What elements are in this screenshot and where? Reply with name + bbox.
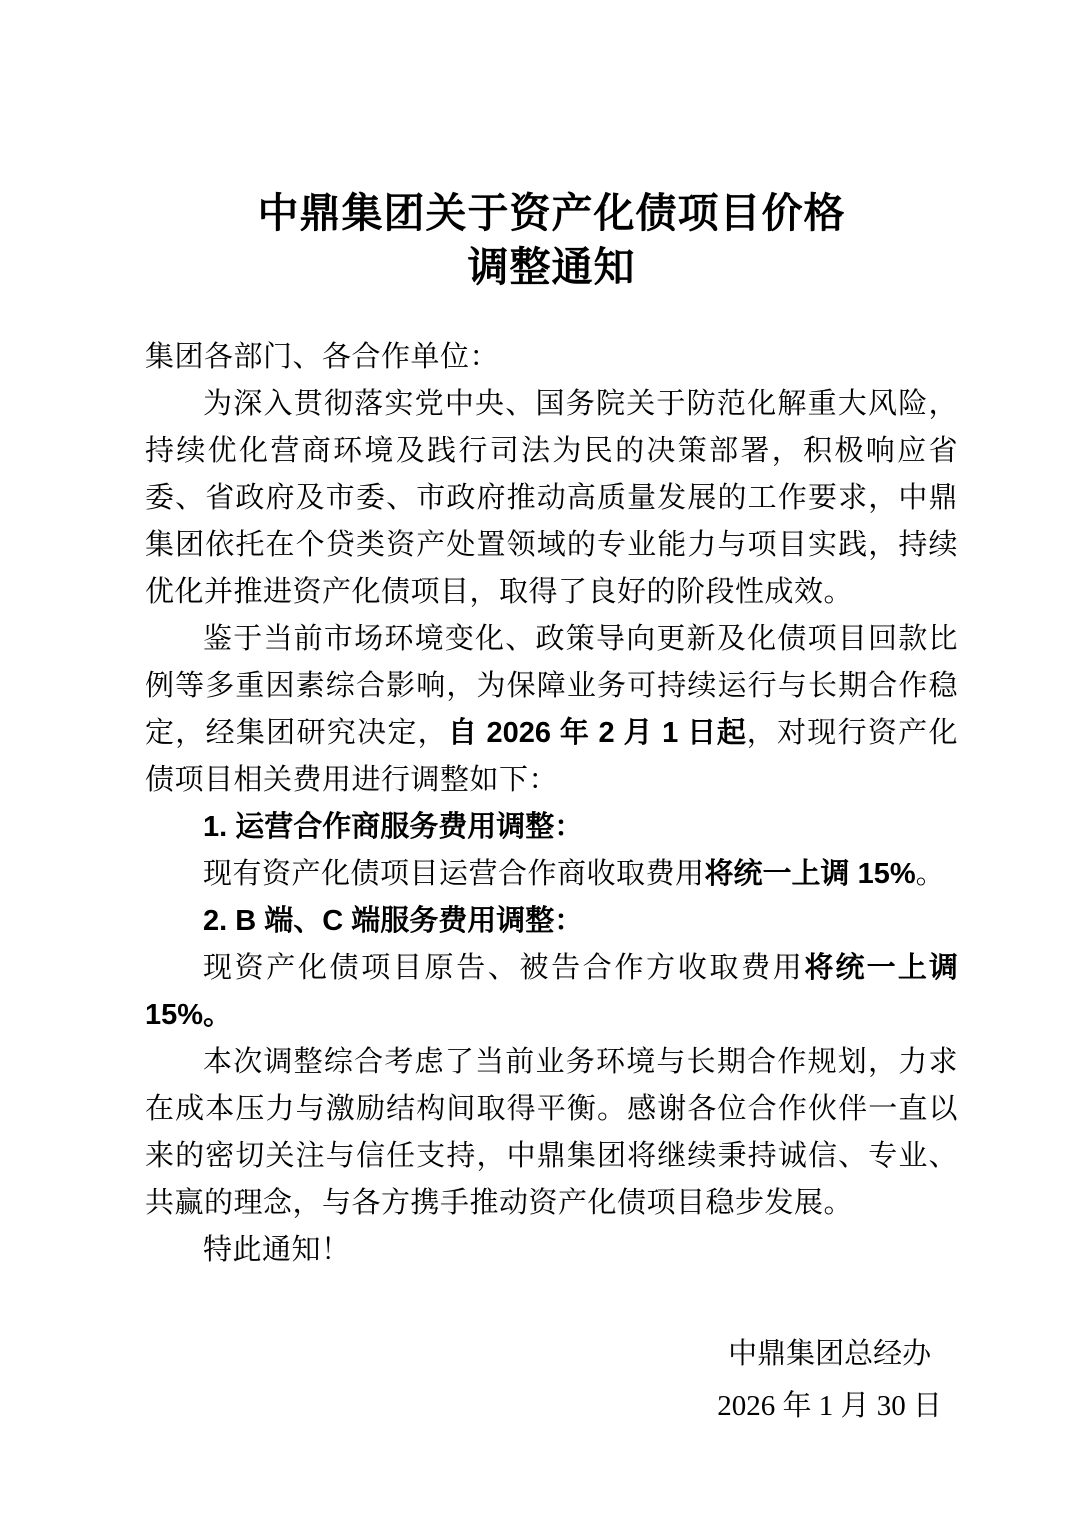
title-line-2: 调整通知 (467, 244, 636, 290)
paragraph (145, 381, 958, 616)
signature-org: 中鼎集团总经办 (728, 1338, 932, 1370)
text-run: 特此通知！ (203, 1234, 351, 1266)
bold-text-run: 自 2026 年 2 月 1 日起 (447, 717, 747, 749)
text-run: ，对现行资产化债项目相关费用进行调整如下： (145, 717, 958, 796)
paragraph (145, 898, 958, 945)
text-run: 。 (915, 858, 946, 890)
signature-block (717, 1328, 942, 1432)
bold-text-run: 1. 运营合作商服务费用调整： (203, 811, 584, 843)
paragraph (145, 334, 958, 381)
text-run: 为深入贯彻落实党中央、国务院关于防范化解重大风险，持续优化营商环境及践行司法为民的决策部署，积极响应省委、省政府及市委、市政府推动高质量发展的工作要求，中鼎集团依托在个贷类资产处置领域的专业能力与项目实践，持续优化并推进资产化债项目，取得了良好的阶段性成效。 (145, 388, 958, 608)
bold-text-run: 将统一上调 15%。 (145, 952, 958, 1031)
paragraph (145, 1227, 958, 1274)
text-run: 集团各部门、各合作单位： (145, 341, 500, 373)
paragraph (145, 1039, 958, 1227)
signature-date: 2026 年 1 月 30 日 (717, 1390, 942, 1422)
text-run: 鉴于当前市场环境变化、政策导向更新及化债项目回款比例等多重因素综合影响，为保障业务可持续运行与长期合作稳定，经集团研究决定， (145, 623, 958, 749)
paragraph (145, 945, 958, 1039)
title-line-1: 中鼎集团关于资产化债项目价格 (257, 190, 846, 236)
bold-text-run: 2. B 端、C 端服务费用调整： (203, 905, 584, 937)
document-body (145, 334, 958, 1274)
text-run: 现资产化债项目原告、被告合作方收取费用 (203, 952, 805, 984)
text-run: 现有资产化债项目运营合作商收取费用 (203, 858, 705, 890)
text-run: 本次调整综合考虑了当前业务环境与长期合作规划，力求在成本压力与激励结构间取得平衡。感谢各位合作伙伴一直以来的密切关注与信任支持，中鼎集团将继续秉持诚信、专业、共赢的理念，与各方携手推动资产化债项目稳步发展。 (145, 1046, 958, 1219)
paragraph (145, 616, 958, 804)
paragraph (145, 851, 958, 898)
paragraph (145, 804, 958, 851)
bold-text-run: 将统一上调 15% (704, 858, 916, 890)
document-title (145, 186, 958, 294)
